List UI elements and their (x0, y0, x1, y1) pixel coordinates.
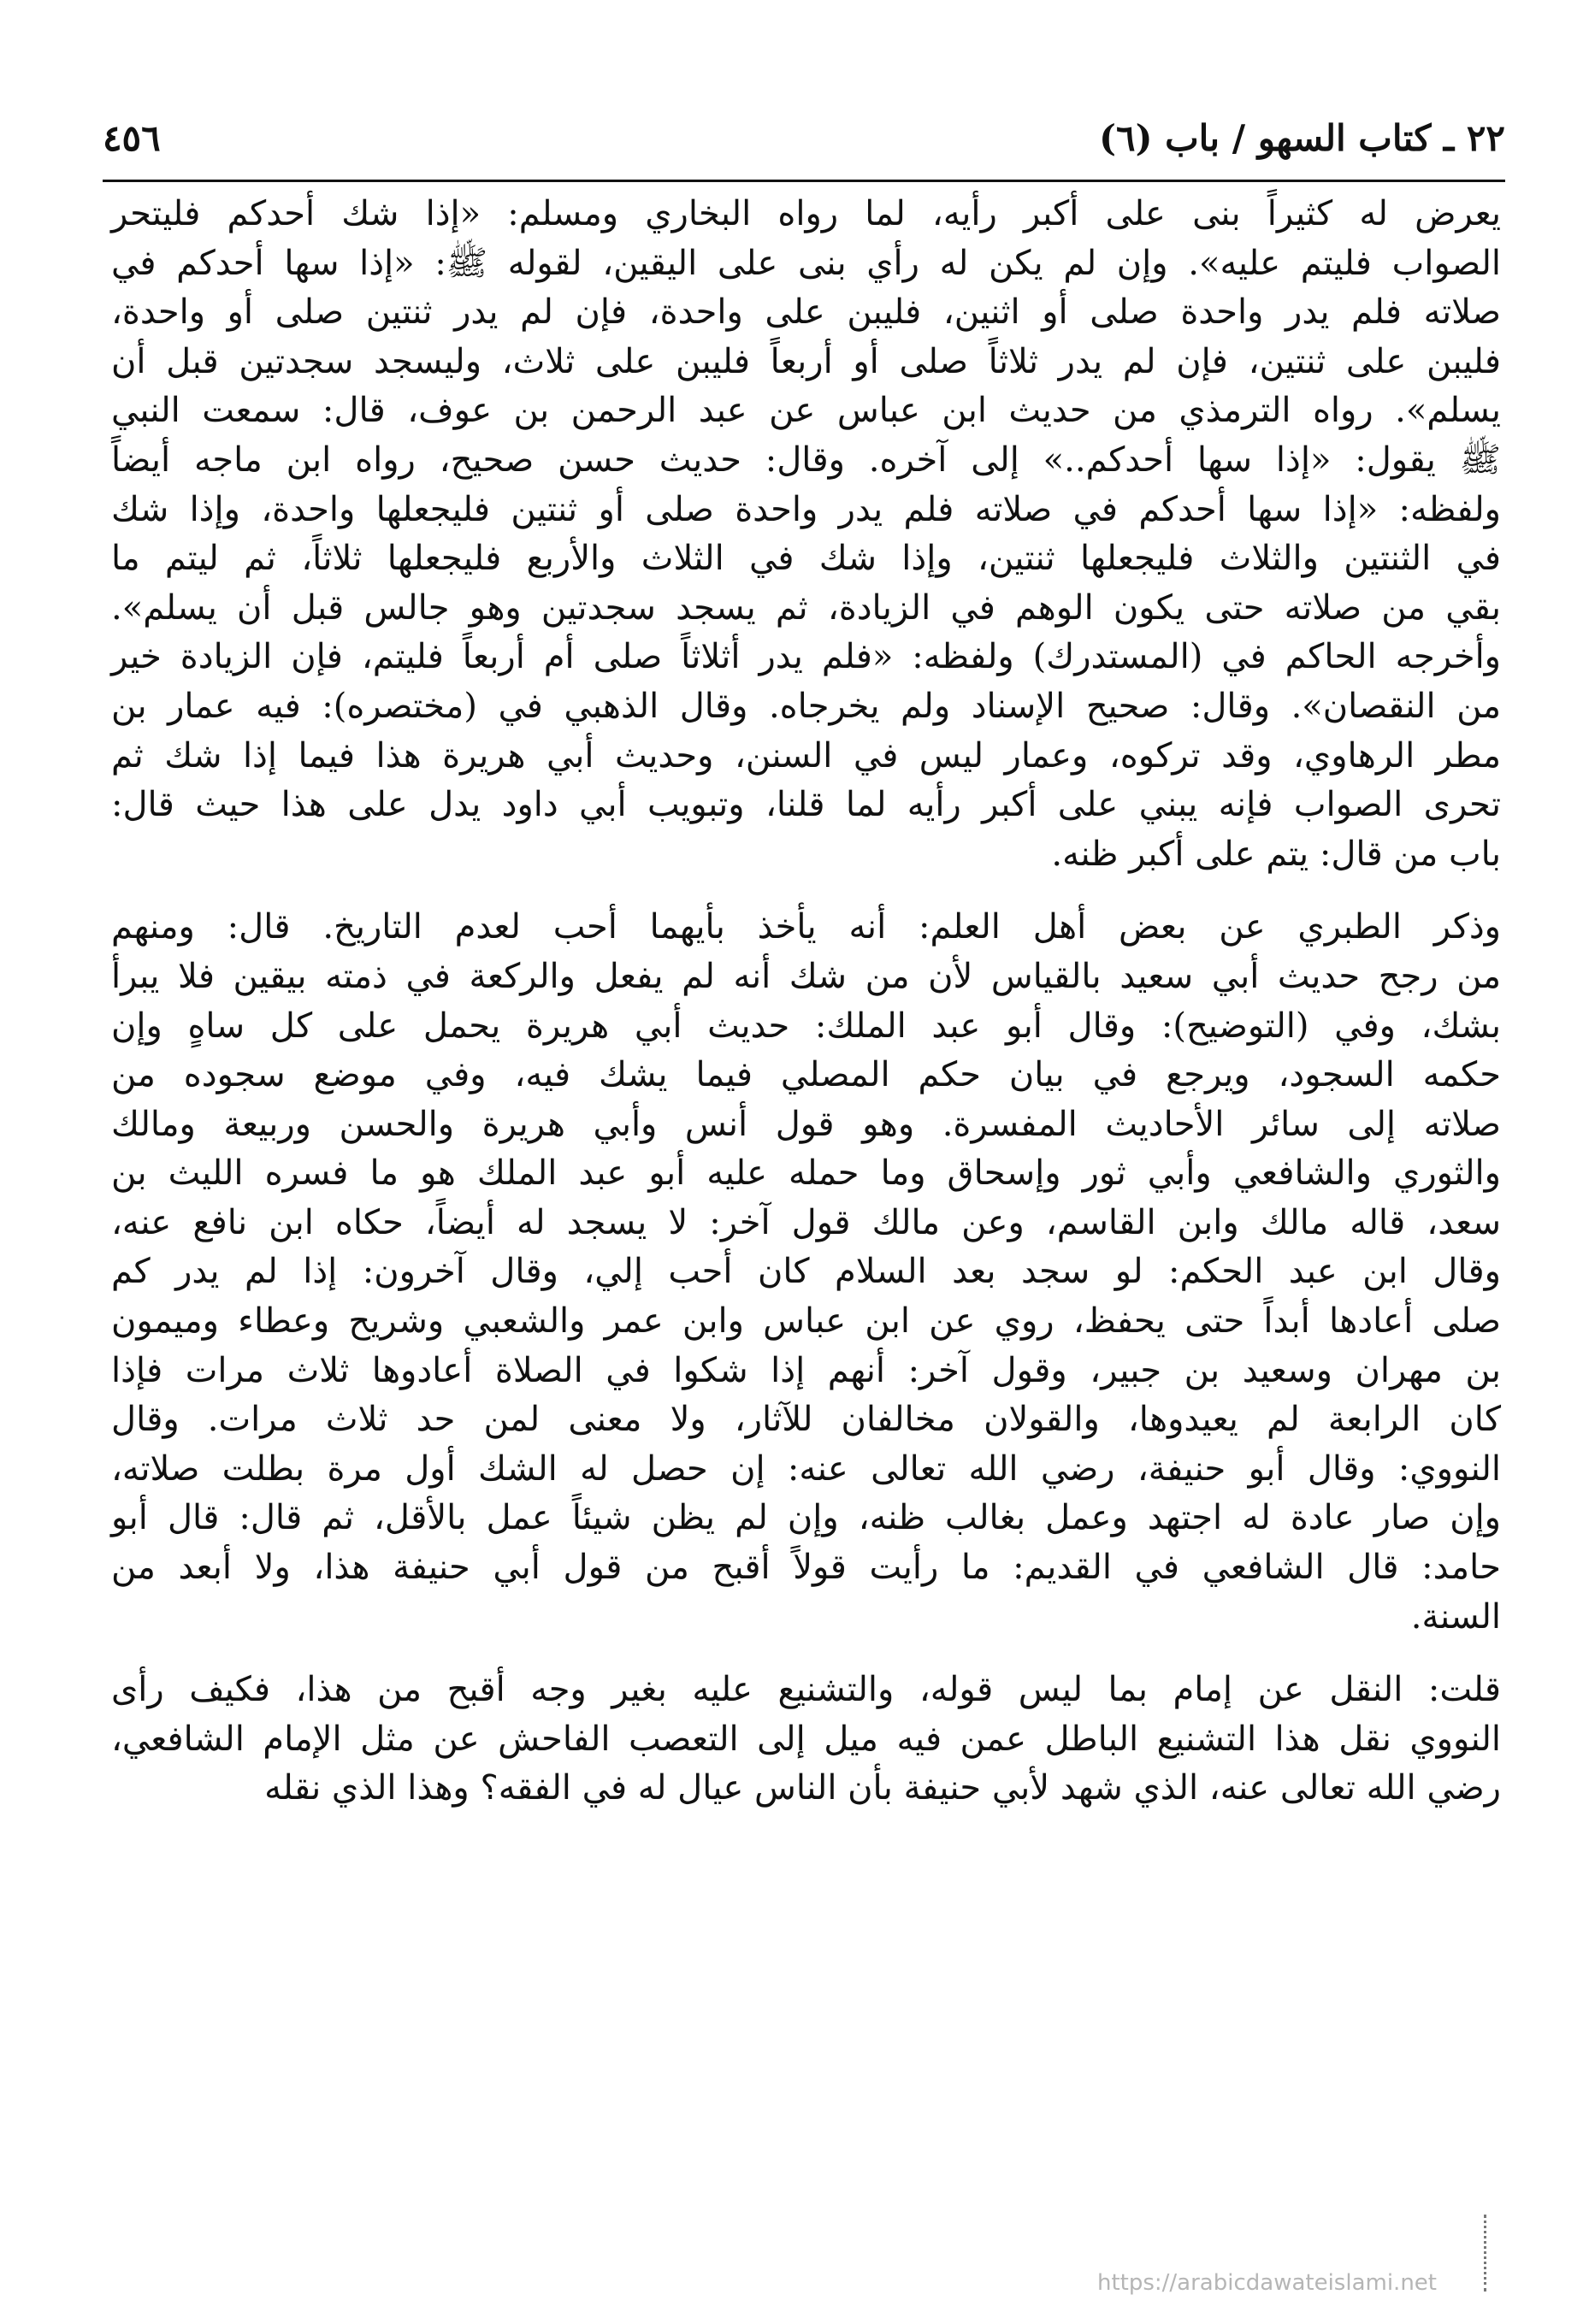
text-line: وذكر الطبري عن بعض أهل العلم: أنه يأخذ بأيهما أحب لعدم التاريخ. قال: ومنهم (111, 907, 1501, 947)
text-line: تحرى الصواب فإنه يبني على أكبر رأيه لما قلنا، وتبويب أبي داود يدل على هذا حيث قال: (111, 785, 1501, 825)
running-title: ٢٢ ـ كتاب السهو / باب (٦) (1099, 116, 1505, 159)
text-line: حكمه السجود، ويرجع في بيان حكم المصلي فيما يشك فيه، وفي موضع سجوده من (111, 1055, 1502, 1095)
text-line: يسلم». رواه الترمذي من حديث ابن عباس عن عبد الرحمن بن عوف، قال: سمعت النبي (111, 391, 1501, 431)
paragraph (111, 190, 1501, 879)
text-line: بن مهران وسعيد بن جبير، وقول آخر: أنهم إذا شكوا في الصلاة أعادوها ثلاث مرات فإذا (111, 1350, 1501, 1390)
text-line: حامد: قال الشافعي في القديم: ما رأيت قولاً أقبح من قول أبي حنيفة هذا، ولا أبعد من (111, 1548, 1501, 1588)
text-line: صلاته إلى سائر الأحاديث المفسرة. وهو قول أنس وأبي هريرة والحسن وربيعة ومالك (111, 1104, 1501, 1144)
text-line: من رجح حديث أبي سعيد بالقياس لأن من شك أنه لم يفعل والركعة في ذمته بيقين فلا يبرأ (111, 956, 1501, 996)
text-line: ﷺ يقول: «إذا سها أحدكم..» إلى آخره. وقال: حديث حسن صحيح، رواه ابن ماجه أيضاً (111, 439, 1501, 480)
paragraph (111, 903, 1501, 1642)
text-line: السنة. (1410, 1596, 1501, 1637)
text-line: الصواب فليتم عليه». وإن لم يكن له رأي بنى على اليقين، لقوله ﷺ: «إذا سها أحدكم في (111, 243, 1501, 283)
text-line: بشك، وفي (التوضيح): وقال أبو عبد الملك: حديث أبي هريرة يحمل على كل ساهٍ وإن (111, 1006, 1501, 1046)
text-line: والثوري والشافعي وأبي ثور وإسحاق وما حمله عليه أبو عبد الملك هو ما فسره الليث بن (111, 1153, 1501, 1194)
paragraph (111, 1666, 1501, 1814)
text-line: كان الرابعة لم يعيدوها، والقولان مخالفان للآثار، ولا معنى لمن حد ثلاث مرات. وقال (111, 1400, 1501, 1440)
watermark-url: https://arabicdawateislami.net (1096, 2270, 1437, 2296)
text-line: النووي: وقال أبو حنيفة، رضي الله تعالى عنه: إن حصل له الشك أول مرة بطلت صلاته، (111, 1448, 1502, 1489)
text-line: باب من قال: يتم على أكبر ظنه. (1051, 834, 1501, 874)
page-number: ٤٥٦ (103, 116, 161, 159)
page-header (103, 101, 1505, 174)
page-body (111, 190, 1501, 1814)
text-line: في الثنتين والثلاث فليجعلها ثنتين، وإذا شك في الثلاث والأربع فليجعلها ثلاثاً، ثم ليتم ما (111, 539, 1501, 579)
text-line: وقال ابن عبد الحكم: لو سجد بعد السلام كان أحب إلي، وقال آخرون: إذا لم يدر كم (111, 1252, 1501, 1292)
header-rule (103, 180, 1505, 182)
text-line: صلى أعادها أبداً حتى يحفظ، روي عن ابن عباس وابن عمر والشعبي وشريح وعطاء وميمون (111, 1301, 1501, 1342)
text-line: مطر الرهاوي، وقد تركوه، وعمار ليس في السنن، وحديث أبي هريرة هذا فيما إذا شك ثم (111, 735, 1501, 776)
text-line: وإن صار عادة له اجتهد وعمل بغالب ظنه، وإن لم يظن شيئاً عمل بالأقل، ثم قال: قال أبو (111, 1498, 1501, 1538)
text-line: من النقصان». وقال: صحيح الإسناد ولم يخرجاه. وقال الذهبي في (مختصره): فيه عمار بن (111, 686, 1501, 726)
text-line: قلت: النقل عن إمام بما ليس قوله، والتشنيع عليه بغير وجه أقبح من هذا، فكيف رأى (111, 1670, 1501, 1710)
text-line: ولفظه: «إذا سها أحدكم في صلاته فلم يدر واحدة صلى أو ثنتين فليجعلها واحدة، وإذا شك (111, 489, 1502, 529)
text-line: يعرض له كثيراً بنى على أكبر رأيه، لما رواه البخاري ومسلم: «إذا شك أحدكم فليتحر (111, 194, 1501, 233)
text-line: بقي من صلاته حتى يكون الوهم في الزيادة، ثم يسجد سجدتين وهو جالس قبل أن يسلم». (111, 587, 1501, 628)
text-line: النووي نقل هذا التشنيع الباطل عمن فيه ميل إلى التعصب الفاحش عن مثل الإمام الشافعي، (111, 1719, 1501, 1759)
text-line: سعد، قاله مالك وابن القاسم، وعن مالك قول آخر: لا يسجد له أيضاً، حكاه ابن نافع عنه، (111, 1202, 1501, 1242)
text-line: وأخرجه الحاكم في (المستدرك) ولفظه: «فلم يدر أثلاثاً صلى أم أربعاً فليتم، فإن الزيادة خير (111, 637, 1501, 677)
text-line: رضي الله تعالى عنه، الذي شهد لأبي حنيفة بأن الناس عيال له في الفقه؟ وهذا الذي نقله (264, 1768, 1501, 1808)
page-edge-mark (1484, 2215, 1486, 2292)
text-line: فليبن على ثنتين، فإن لم يدر ثلاثاً صلى أو أربعاً فليبن على ثلاث، وليسجد سجدتين قبل أن (111, 341, 1501, 381)
text-line: صلاته فلم يدر واحدة صلى أو اثنين، فليبن على واحدة، فإن لم يدر ثنتين صلى أو واحدة، (111, 292, 1501, 333)
